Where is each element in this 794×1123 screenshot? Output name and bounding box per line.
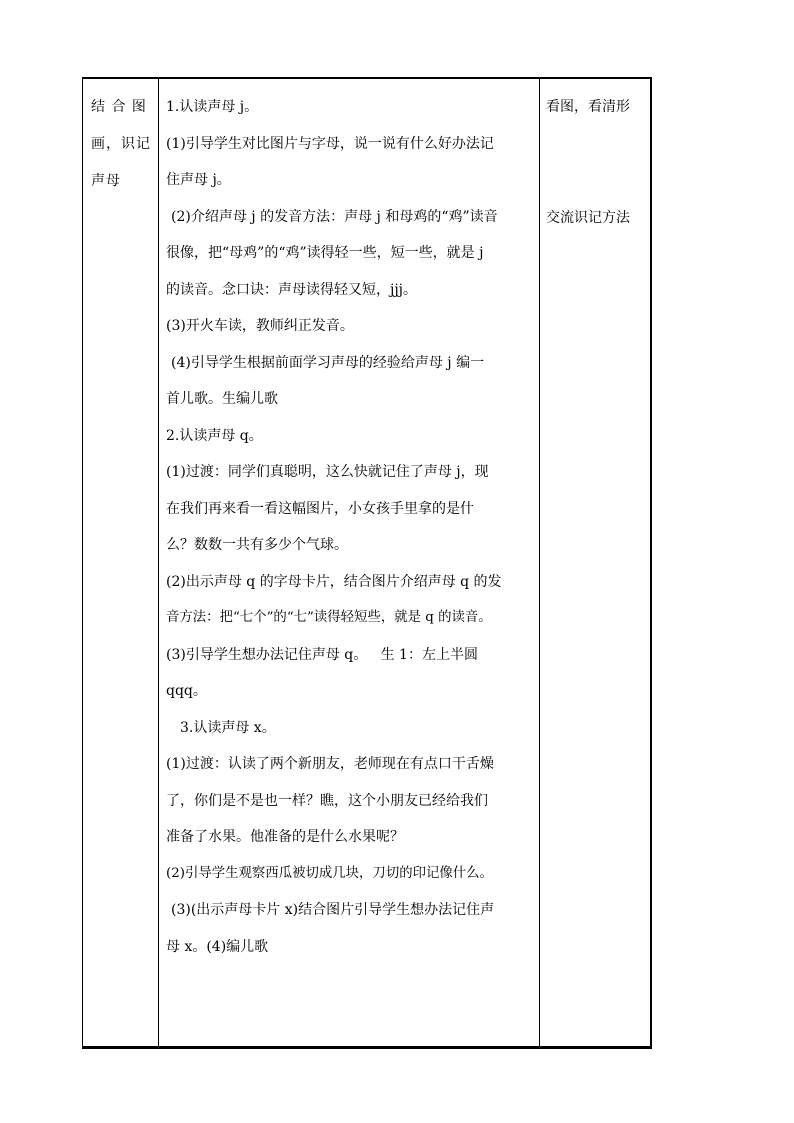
text-line: qqq。 xyxy=(166,683,207,699)
lesson-plan-table xyxy=(82,77,652,1049)
design-intent-cell xyxy=(540,78,651,1048)
text-line: (1)过渡：同学们真聪明，这么快就记住了声母 j，现 xyxy=(166,464,489,480)
text-line: (2)引导学生观察西瓜被切成几块，刀切的印记像什么。 xyxy=(166,865,493,881)
text-line: 准备了水果。他准备的是什么水果呢？ xyxy=(166,829,404,845)
text-line: 首儿歌。生编儿歌 xyxy=(166,391,278,407)
section-title-cell xyxy=(83,78,159,1048)
text-line: (2)介绍声母 j 的发音方法：声母 j 和母鸡的“鸡”读音 xyxy=(171,208,498,225)
text-line: 么？数数一共有多少个气球。 xyxy=(166,537,348,553)
text-line: (1)过渡：认读了两个新朋友，老师现在有点口干舌燥 xyxy=(166,756,494,772)
text-line: (3)开火车读，教师纠正发音。 xyxy=(166,318,354,334)
step-q-2 xyxy=(166,564,533,637)
text-line: (4)引导学生根据前面学习声母的经验给声母 j 编一 xyxy=(171,354,485,371)
text-line: 音方法：把“七个”的“七”读得轻短些，就是 q 的读音。 xyxy=(166,610,492,625)
spacer xyxy=(546,126,646,200)
text-line: (1)引导学生对比图片与字母，说一说有什么好办法记 xyxy=(166,135,494,152)
text-line: 2.认读声母 q。 xyxy=(166,427,263,444)
step-j-3 xyxy=(166,308,533,345)
text-line: 母 x。(4)编儿歌 xyxy=(166,938,269,955)
step-j-4 xyxy=(166,345,533,418)
step-x-1 xyxy=(166,746,533,856)
text-line: (2)出示声母 q 的字母卡片，结合图片介绍声母 q 的发 xyxy=(166,573,502,590)
step-q-1 xyxy=(166,454,533,564)
text-line: (3)引导学生想办法记住声母 q。 生 1：左上半圆 xyxy=(166,646,478,663)
text-line: 了，你们是不是也一样？瞧，这个小朋友已经给我们 xyxy=(166,792,488,809)
section-title-line: 画，识记 xyxy=(91,136,151,152)
text-line: (3)(出示声母卡片 x)结合图片引导学生想办法记住声 xyxy=(171,902,495,918)
intent-line: 交流识记方法 xyxy=(546,210,630,226)
heading-x xyxy=(166,710,533,747)
step-j-2 xyxy=(166,199,533,309)
text-line: 3.认读声母 x。 xyxy=(180,719,276,736)
table-row xyxy=(83,78,651,1048)
heading-q xyxy=(166,418,533,455)
section-title-line: 结 合 图 xyxy=(91,99,147,115)
step-j-1 xyxy=(166,126,533,199)
section-title-line: 声母 xyxy=(91,173,121,189)
intent-line: 看图，看清形 xyxy=(546,99,630,115)
text-line: 很像，把“母鸡”的“鸡”读得轻一些，短一些，就是 j xyxy=(166,245,484,261)
text-line: 住声母 j。 xyxy=(166,172,231,188)
text-line: 在我们再来看一看这幅图片，小女孩手里拿的是什 xyxy=(166,500,474,517)
step-x-2 xyxy=(166,856,533,893)
heading-j xyxy=(166,89,533,126)
text-line: 1.认读声母 j。 xyxy=(166,99,259,115)
step-x-3 xyxy=(166,892,533,965)
teaching-process-cell xyxy=(159,78,540,1048)
text-line: 的读音。念口诀：声母读得轻又短，jjj。 xyxy=(166,281,418,298)
step-q-3 xyxy=(166,637,533,710)
